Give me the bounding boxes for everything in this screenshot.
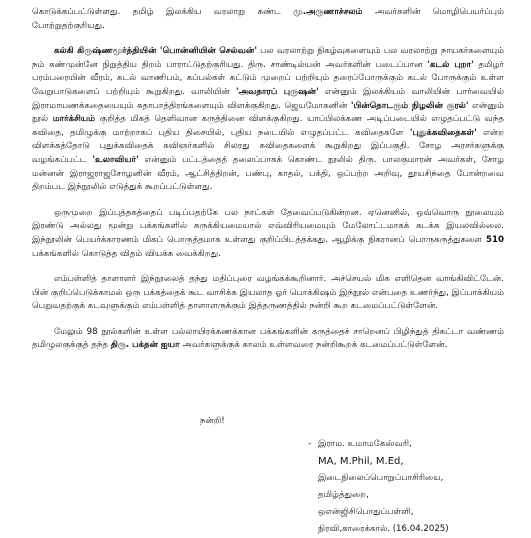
text-run: அவர்களின் மொழிபெயர்ப்பும் போற்றுதற்குரியது. [32,7,504,31]
signature-block [308,436,523,538]
bold-text-run: 'புதுக்கவிதைகள்' [409,127,477,138]
signatory-degrees: MA, M.Phil, M.Ed, [318,456,404,467]
bold-text-run: கல்கி கிருஷ்ணமூர்த்தியின் [54,46,160,57]
bold-text-run: மு.அருணாச்சலம் [293,7,363,17]
document-body [32,6,504,359]
bold-text-run: 'கடல் புறா' [427,59,474,70]
text-run: பக்கங்களில் கொடுத்த விதம் வியக்க வைக்கிறது. [32,248,221,259]
paragraph-gratitude-author [32,326,504,353]
text-run: ஒருமுறை இப்புத்தகத்தைப் படிப்பதற்கே பல நாட்கள் தேவைப்படுகின்றன. ஏனெனில், ஒவ்வொரு நூலையும் இரண்டு அல்லது மூன்று பக்கங்களில் சுருக்கியமையால் எவ்விரியமையும் மேலோட்டமாகக் கடக்க இயலவில்லை. இந்நூலின் பெயர்க்காரணம் மிகப் பொருத்தமாக உள்ளது குறிப்பிடத்தக்கது. ஆழிக்கு நிகரானப் பொருகருத்துகளை [32,207,504,245]
signatory-name: இராம. உமாமகேஸ்வரி, [318,439,412,449]
text-run: என்னும் நூல் [32,100,504,125]
text-run: அவர்களுக்குக் காலம் உள்ளவரை நன்றிகூறக் கடமைப்பட்டுள்ளேன். [179,340,448,351]
signatory-school: ஒஎன்ஜிசிபொதுப்பள்ளி, [318,507,414,517]
text-run: கொடுக்கப்பட்டுள்ளது. தமிழ் இலக்கிய வரலாறு கண்ட [32,7,294,17]
paragraph-intro [32,6,504,33]
paragraph-works [32,45,504,195]
text-run: என்னும் இலக்கியம் வாலியின் பார்வையில் இராமாயணக்கதையையும் கதாபாத்திரங்களையும் விளக்குகிறது. ஜெயமோகனின் [32,86,504,111]
text-run: மேலும் 98 நூல்களின் உள்ள பல்லாயிரக்கணக்கான பக்கங்களின் கருத்தைச் சாறெனப் பிழிந்துத் திகட்டா வண்ணம் தமிழுலகுக்குத் தந்த [32,326,504,351]
bold-text-run: 'பொன்னியின் செல்வன்' [159,46,257,57]
bold-text-run: திரு. பக்தன் ஐயா [110,340,180,351]
bold-text-run: 'அவதாரப் புருஷன்' [236,86,319,97]
paragraph-reading [32,207,504,261]
bold-text-run: மார்க்சியம் [52,114,96,125]
signatory-designation: இடைநிலைப்பொறுப்பாசிரியை, [318,473,444,483]
bold-text-run: 'உலாவியர்' [92,154,139,165]
text-run: தமிழர் பரம்பரையின் வீரம், கடல் வாணிபம், கப்பல்கள் கட்டும் முறைப் பற்றியும் தரைப்போருக்கும் கடல் போருக்கும் உள்ள வேறுபாடுகளைப் பற்றியும் கூறுகிறது. வாலியின் [32,59,504,97]
text-run: பல வரலாற்று நிகழ்வுகளையும் பல வரலாற்று நாயகர்களையும் நம் கண்முன்னே நிறுத்திய திறம் பாராட்டுதற்குரியது. திரு. சாண்டில்யன் அவர்களின் படைப்பான [32,46,505,70]
signatory-department: தமிழ்த்துறை, [318,490,369,500]
bold-text-run: 'பின்தொடரும் நிழலின் குரல்' [350,100,469,111]
signature-dash: - [308,439,312,449]
bold-text-run: 510 [486,234,504,245]
thanks-line: நன்றி! [200,416,225,426]
signatory-place-date: நிரவி,காரைக்கால். (16.04.2025) [318,524,449,534]
text-run: என்ற விளக்கத்தோடு புதுக்கவிதைக் கவிஞர்களில் சிலரது கவிதைகளைக் கூறுகிறது இப்பகுதி. சோழ அரசர்களுக்கு வழங்கப்பட்ட [32,127,504,165]
text-run: எம்பள்ளித் தாளாளர் இந்நூலைத் தந்து மதிப்புரை வழங்கக்கூறினார். அச்செயல் மிக எளிதென வாங்கிவிட்டேன். பின் குறிப்பெடுக்காமல் ஒரு பக்கத்தைக் கூட வாசிக்க இயலாத ஓர் பொக்கிஷம் இந்நூல் என்பதை உணர்ந்து, இப்பாக்கியம் பெறுவதற்குக் கடவுளுக்கும் எம்பள்ளித் தாளாளருக்கும் இத்தருணத்தில் நன்றி கூற கடமைப்பட்டுள்ளேன். [32,274,504,312]
paragraph-gratitude-principal [32,273,504,314]
text-run: என்னும் பட்டத்தைத் தலைப்பாகக் கொண்ட நூலில் திரு. பாலகுமாரன் அவர்கள், சோழ மன்னன் இராஜராஜசோழனின் வீரம், ஆட்சித்திறன், பண்பு, காதல், பக்தி, ஒப்பற்ற அறிவு, தூயசிந்தை போன்றவை திறம்பட இந்நூலில் எடுத்துக் கூறப்பட்டுள்ளது. [32,154,504,193]
text-run: குறித்த மிகத் தெளிவான கருத்தினை விளக்குகிறது. யாப்பிலக்கண அடிப்படையில் எழுதப்பட்டு வந்த கவிதை, தமிழுக்கு மாற்றாகப் புதிய திசையில், புதிய நடையில் எழுதப்பட்ட கவிதைகளே [32,114,504,138]
